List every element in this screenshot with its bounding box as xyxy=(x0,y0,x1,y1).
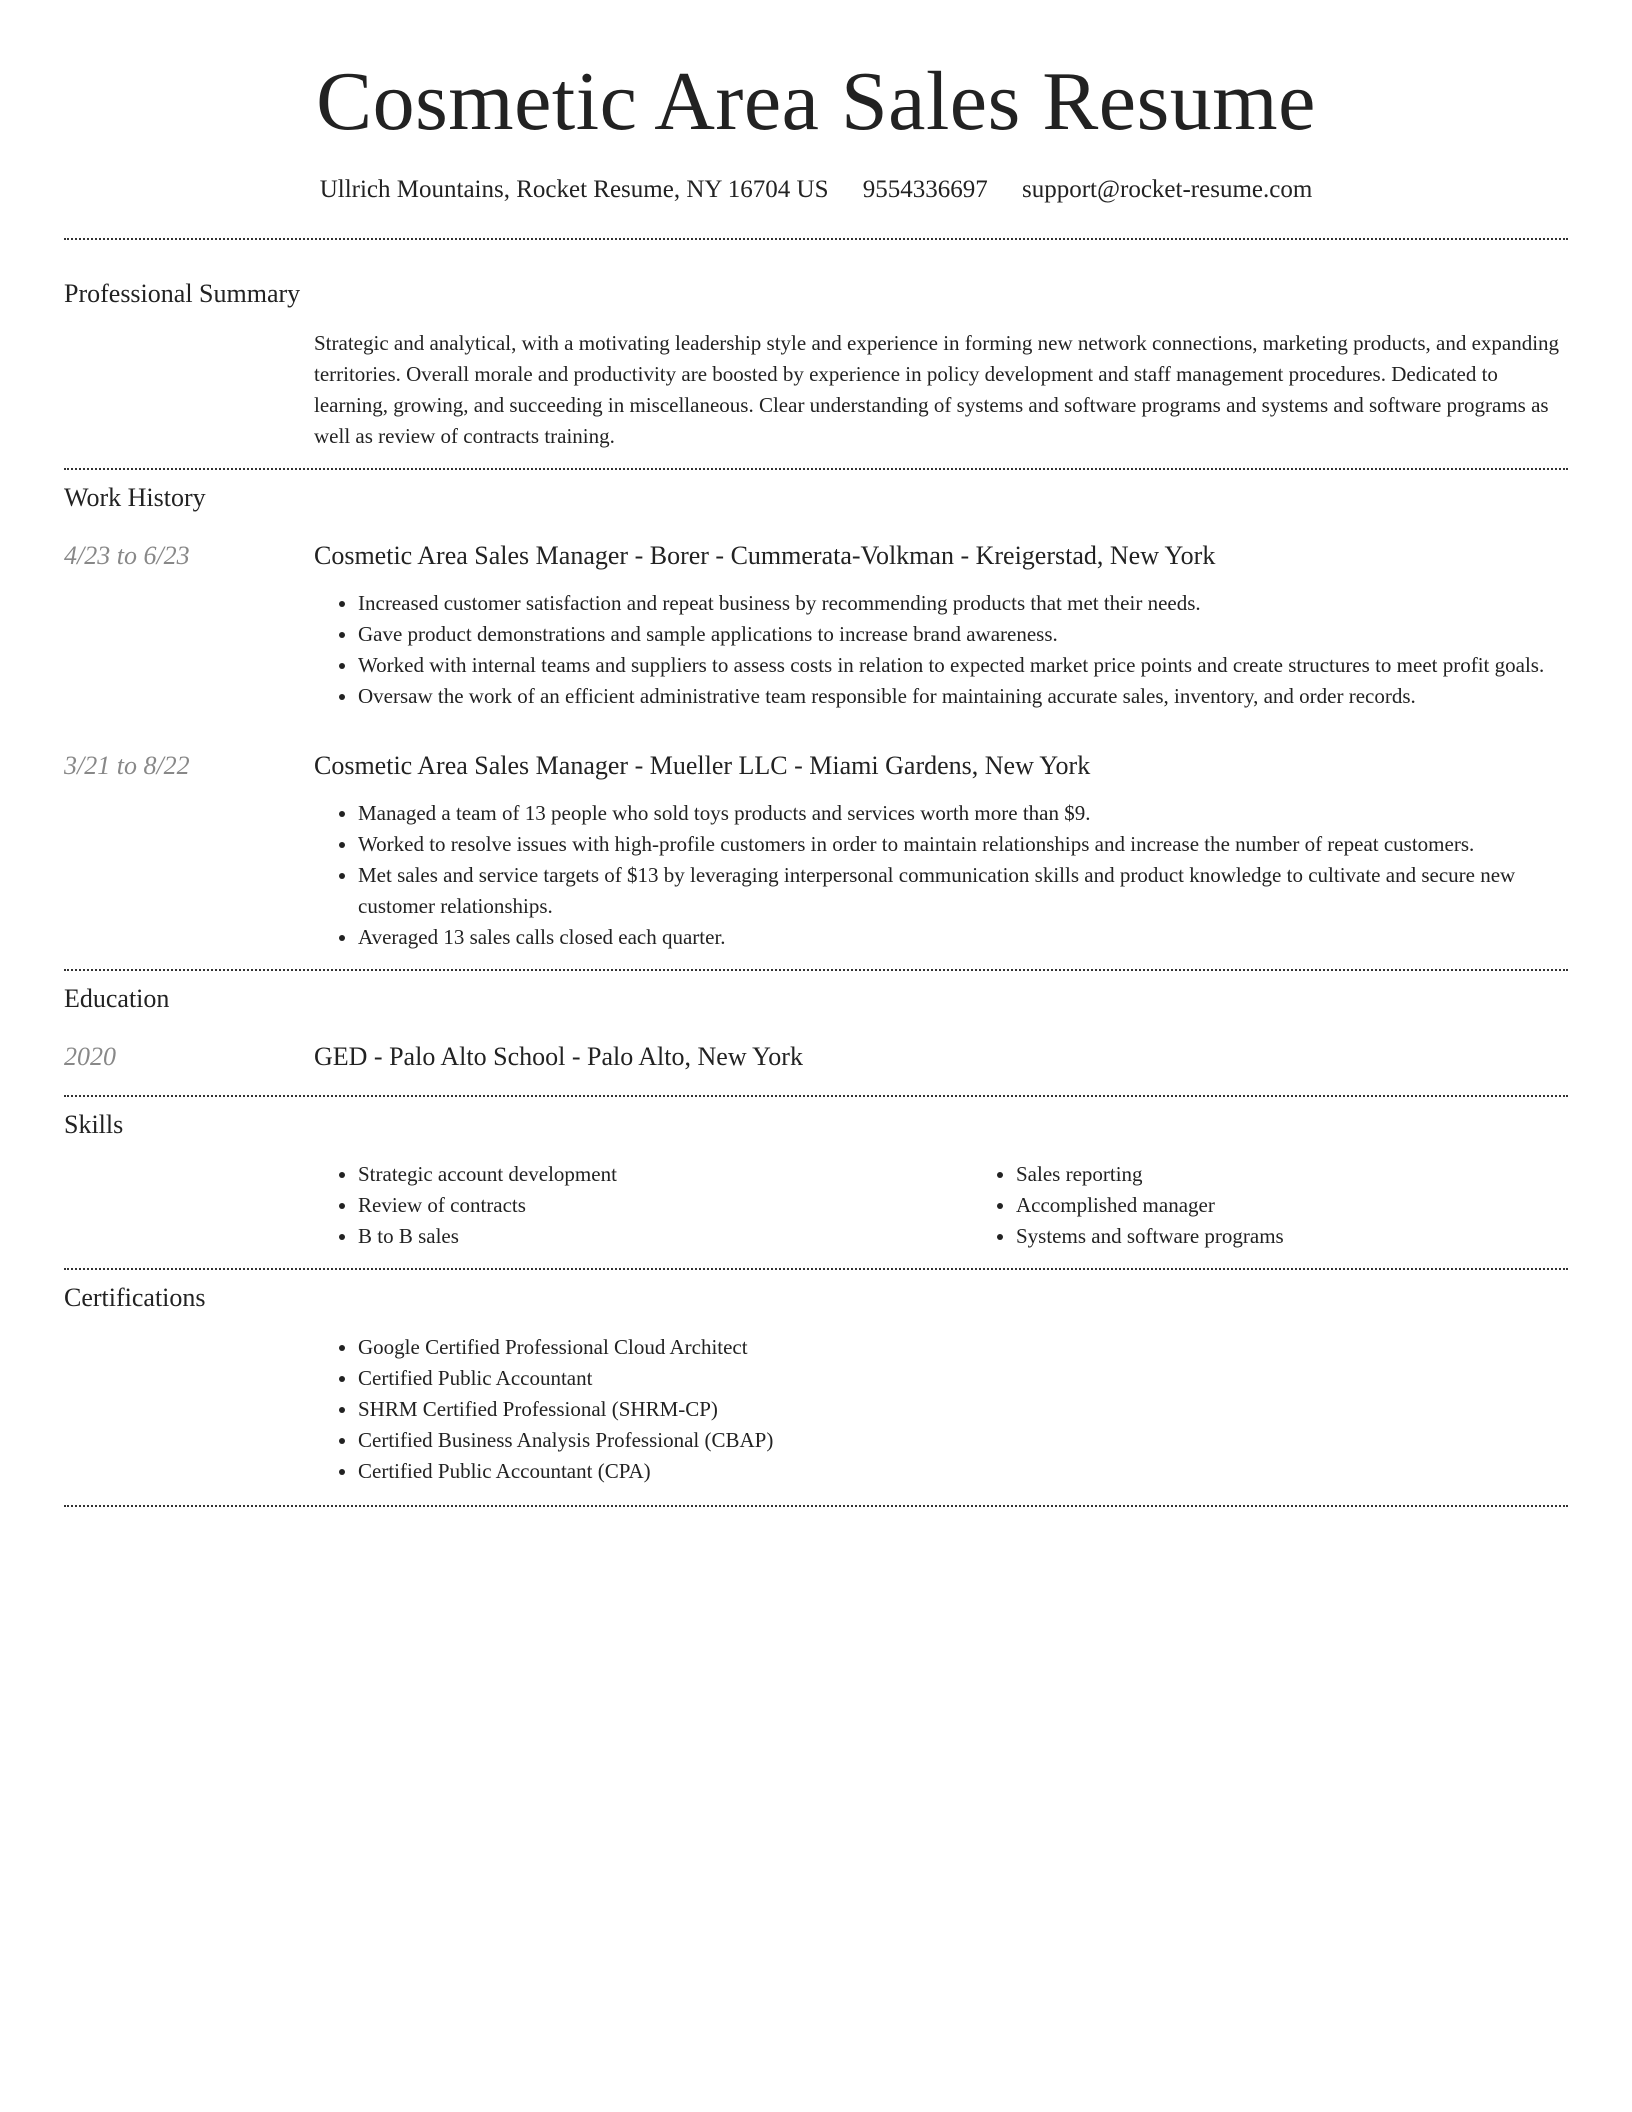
job-bullet: • Oversaw the work of an efficient administrative team responsible for maintaining accurate sales, inventory, and order records. xyxy=(358,681,1568,712)
education-degree: GED - Palo Alto School - Palo Alto, New York xyxy=(314,1042,803,1071)
resume-title: Cosmetic Area Sales Resume xyxy=(316,55,1316,148)
certifications-body xyxy=(314,1332,1568,1487)
job-body xyxy=(314,750,1568,953)
skill-item: • Strategic account development xyxy=(358,1159,972,1190)
certifications-spacer xyxy=(64,1332,314,1487)
summary-text: Strategic and analytical, with a motivating leadership style and experience in forming new network connections, marketing products, and expanding territories. Overall morale and productivity are boosted by experience in policy development and staff management procedures. Dedicated to learning, growing, and succeeding in miscellaneous. Clear understanding of systems and software programs and systems and software programs as well as review of contracts training. xyxy=(314,331,1560,448)
contact-line xyxy=(64,174,1568,206)
job-title: Cosmetic Area Sales Manager - Mueller LLC - Miami Gardens, New York xyxy=(314,751,1091,780)
section-title-work: Work History xyxy=(64,483,206,512)
divider xyxy=(64,238,1568,240)
job-bullet: • Increased customer satisfaction and repeat business by recommending products that met their needs. xyxy=(358,588,1568,619)
job-entry xyxy=(64,750,1568,953)
job-bullet: • Averaged 13 sales calls closed each quarter. xyxy=(358,922,1568,953)
skills-grid xyxy=(314,1159,1630,1252)
certification-item: • Certified Business Analysis Professional (CBAP) xyxy=(358,1425,1568,1456)
certifications-list xyxy=(314,1332,1568,1487)
job-bullet: • Managed a team of 13 people who sold toys products and services worth more than $9. xyxy=(358,798,1568,829)
education-year: 2020 xyxy=(64,1042,116,1071)
education-date-col xyxy=(64,1041,314,1073)
skills-body xyxy=(314,1159,1630,1252)
certification-item: • Certified Public Accountant (CPA) xyxy=(358,1456,1568,1487)
skills-list-left xyxy=(314,1159,972,1252)
certifications-row xyxy=(64,1332,1568,1487)
skill-item: • Review of contracts xyxy=(358,1190,972,1221)
contact-address: Ullrich Mountains, Rocket Resume, NY 16704 US xyxy=(319,176,829,203)
section-title-summary: Professional Summary xyxy=(64,279,301,308)
job-body xyxy=(314,540,1568,712)
resume-page xyxy=(64,0,1568,1507)
job-dates: 3/21 to 8/22 xyxy=(64,751,190,780)
certification-item: • SHRM Certified Professional (SHRM-CP) xyxy=(358,1394,1568,1425)
skill-item: • Accomplished manager xyxy=(1016,1190,1630,1221)
job-dates: 4/23 to 6/23 xyxy=(64,541,190,570)
divider xyxy=(64,969,1568,971)
skills-row xyxy=(64,1159,1568,1252)
job-date-col xyxy=(64,750,314,953)
skills-spacer xyxy=(64,1159,314,1252)
job-bullets xyxy=(314,798,1568,953)
job-bullet: • Worked with internal teams and suppliers to assess costs in relation to expected market price points and create structures to meet profit goals. xyxy=(358,650,1568,681)
education-entry xyxy=(64,1041,1568,1073)
job-title: Cosmetic Area Sales Manager - Borer - Cummerata-Volkman - Kreigerstad, New York xyxy=(314,541,1216,570)
job-bullet: • Met sales and service targets of $13 by leveraging interpersonal communication skills and product knowledge to cultivate and secure new customer relationships. xyxy=(358,860,1568,922)
divider xyxy=(64,1095,1568,1097)
section-title-skills: Skills xyxy=(64,1110,124,1139)
job-bullet: • Gave product demonstrations and sample applications to increase brand awareness. xyxy=(358,619,1568,650)
section-title-education: Education xyxy=(64,984,170,1013)
contact-email: support@rocket-resume.com xyxy=(1021,176,1313,203)
summary-body xyxy=(314,328,1568,452)
skill-item: • Sales reporting xyxy=(1016,1159,1630,1190)
skill-item: • B to B sales xyxy=(358,1221,972,1252)
summary-spacer xyxy=(64,328,314,452)
job-bullets xyxy=(314,588,1568,712)
contact-phone: 9554336697 xyxy=(862,176,988,203)
summary-row xyxy=(64,328,1568,452)
education-body xyxy=(314,1041,1568,1073)
section-title-certifications: Certifications xyxy=(64,1283,206,1312)
certification-item: • Google Certified Professional Cloud Architect xyxy=(358,1332,1568,1363)
job-bullet: • Worked to resolve issues with high-profile customers in order to maintain relationships and increase the number of repeat customers. xyxy=(358,829,1568,860)
skill-item: • Systems and software programs xyxy=(1016,1221,1630,1252)
job-date-col xyxy=(64,540,314,712)
skills-list-right xyxy=(972,1159,1630,1252)
divider xyxy=(64,1268,1568,1270)
divider xyxy=(64,1505,1568,1507)
certification-item: • Certified Public Accountant xyxy=(358,1363,1568,1394)
divider xyxy=(64,468,1568,470)
job-entry xyxy=(64,540,1568,712)
